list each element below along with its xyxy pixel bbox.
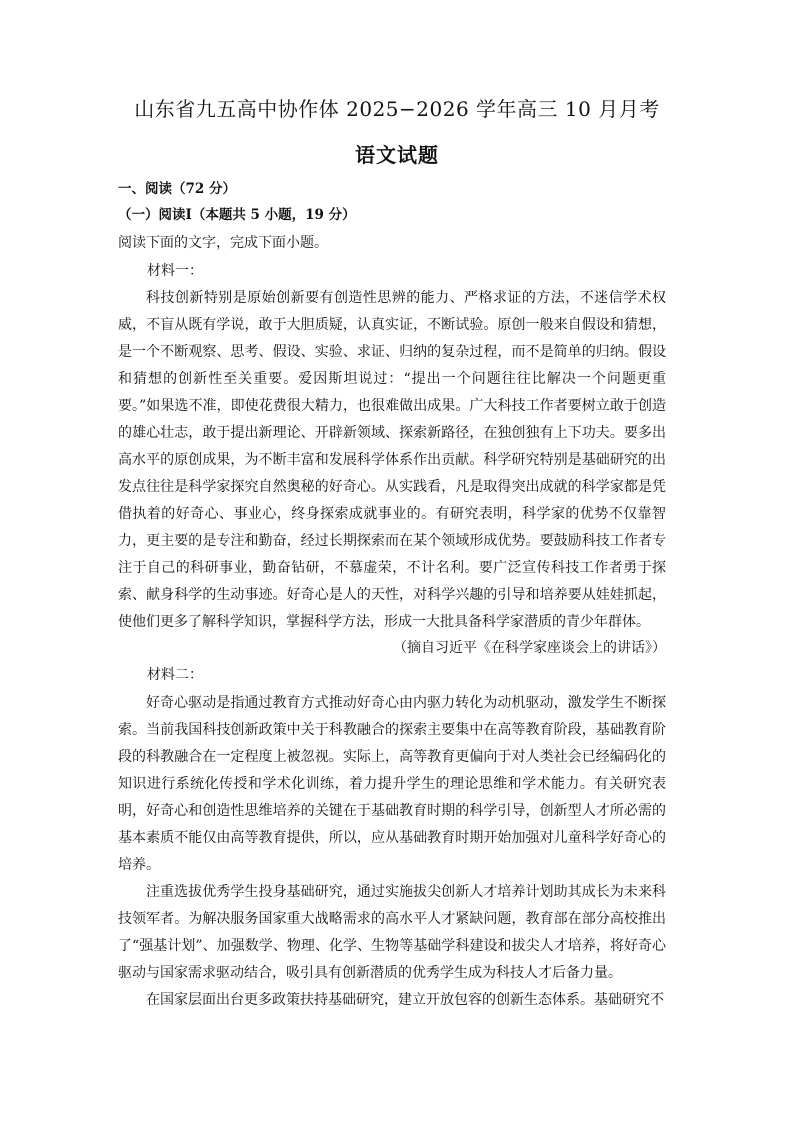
material-one-paragraph: 科技创新特别是原始创新要有创造性思辨的能力、严格求证的方法，不迷信学术权威，不盲从既有学说，敢于大胆质疑，认真实证，不断试验。原创一般来自假设和猜想，是一个不断观察、思考、假设、实验、求证、归纳的复杂过程，而不是简单的归纳。假设和猜想的创新性至关重要。爱因斯坦说过：“提出一个问题往往比解决一个问题更重要。”如果选不准，即使花费很大精力，也很难做出成果。广大科技工作者要树立敢于创造的雄心壮志，敢于提出新理论、开辟新领域、探索新路径，在独创独有上下功夫。要多出高水平的原创成果，为不断丰富和发展科学体系作出贡献。科学研究特别是基础研究的出发点往往是科学家探究自然奥秘的好奇心。从实践看，凡是取得突出成就的科学家都是凭借执着的好奇心、事业心，终身探索成就事业的。有研究表明，科学家的优势不仅靠智力，更主要的是专注和勤奋，经过长期探索而在某个领域形成优势。要鼓励科技工作者专注于自己的科研事业，勤奋钻研，不慕虚荣，不计名利。要广泛宣传科技工作者勇于探索、献身科学的生动事迹。好奇心是人的天性，对科学兴趣的引导和培养要从娃娃抓起，使他们更多了解科学知识，掌握科学方法，形成一大批具备科学家潜质的青少年群体。 [118,290,666,630]
section-heading: 一、阅读（72 分） [118,181,236,197]
material-one-source: （摘自习近平《在科学家座谈会上的讲话》） [393,640,666,656]
material-two-label: 材料二： [147,667,203,683]
material-two-paragraph: 注重选拔优秀学生投身基础研究，通过实施拔尖创新人才培养计划助其成长为未来科技领军者。为解决服务国家重大战略需求的高水平人才紧缺问题，教育部在部分高校推出了“强基计划”、加强数学、物理、化学、生物等基础学科建设和拔尖人才培养，将好奇心驱动与国家需求驱动结合，吸引具有创新潜质的优秀学生成为科技人才后备力量。 [118,884,666,981]
exam-title: 山东省九五高中协作体 2025−2026 学年高三 10 月月考 [134,97,660,121]
material-two-paragraph: 在国家层面出台更多政策扶持基础研究，建立开放包容的创新生态体系。基础研究不 [146,992,664,1008]
material-two-body [118,690,666,1014]
material-one-body [118,285,666,636]
exam-subtitle: 语文试题 [355,143,439,167]
instruction-text: 阅读下面的文字，完成下面小题。 [118,235,328,251]
material-one-label: 材料一： [147,263,203,279]
section-subheading: （一）阅读Ⅰ（本题共 5 小题，19 分） [118,207,356,223]
material-two-paragraph: 好奇心驱动是指通过教育方式推动好奇心由内驱力转化为动机驱动，激发学生不断探索。当前我国科技创新政策中关于科教融合的探索主要集中在高等教育阶段，基础教育阶段的科教融合在一定程度上被忽视。实际上，高等教育更偏向于对人类社会已经编码化的知识进行系统化传授和学术化训练，着力提升学生的理论思维和学术能力。有关研究表明，好奇心和创造性思维培养的关键在于基础教育时期的科学引导，创新型人才所必需的基本素质不能仅由高等教育提供，所以，应从基础教育时期开始加强对儿童科学好奇心的培养。 [118,695,666,873]
